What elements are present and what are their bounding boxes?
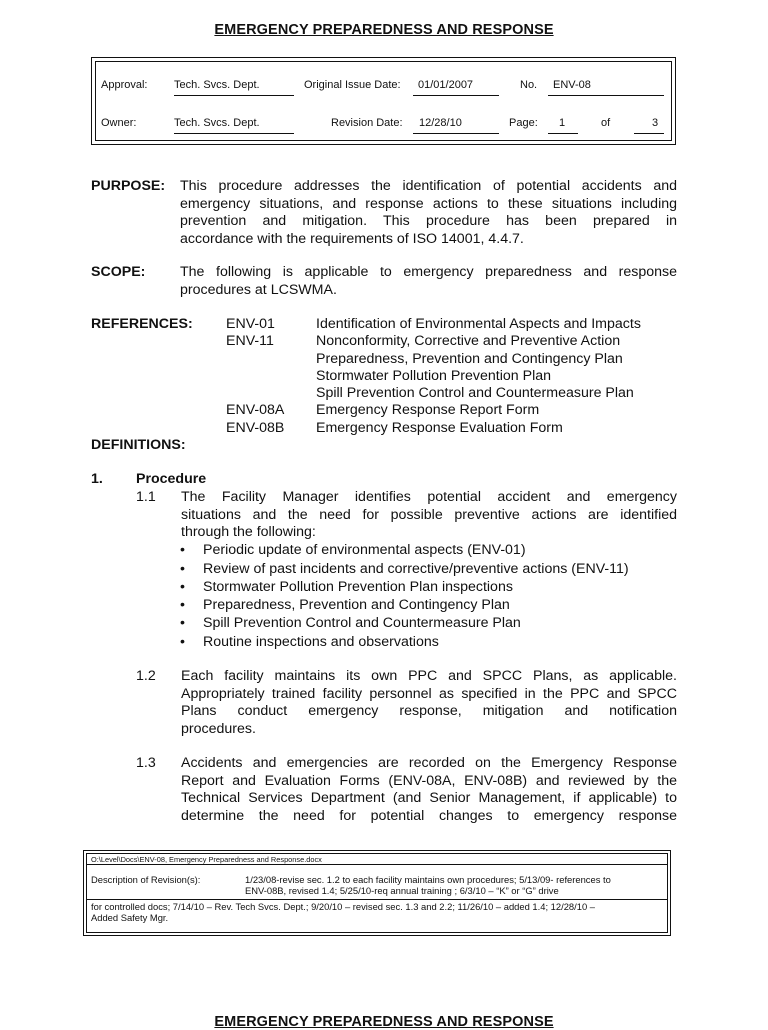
subsection-paragraph — [181, 489, 677, 542]
subsection-number: 1.3 — [136, 755, 156, 771]
revision-description-text: for controlled docs; 7/14/10 – Rev. Tech Svcs. Dept.; 9/20/10 – revised sec. 1.3 and 2.2; 11/26/10 – added 1.4; 12/28/10 – — [91, 901, 595, 912]
subsection-paragraph — [181, 755, 677, 825]
list-item — [180, 561, 629, 577]
bullet-icon: • — [180, 542, 185, 558]
revision-divider — [87, 899, 667, 900]
revision-description-text: Added Safety Mgr. — [91, 912, 169, 923]
paragraph-line: Appropriately trained facility personnel as specified in the PPC and SPCC — [181, 685, 677, 702]
doc-number-value: ENV-08 — [548, 79, 664, 96]
paragraph-line: Plans conduct emergency response, mitigation and notification — [181, 703, 677, 719]
next-page-title: EMERGENCY PREPAREDNESS AND RESPONSE — [214, 1014, 554, 1030]
issue-date-label: Original Issue Date: — [304, 79, 401, 91]
paragraph-line: The Facility Manager identifies potential accident and emergency — [181, 489, 677, 505]
reference-title: Nonconformity, Corrective and Preventive Action — [316, 333, 621, 349]
reference-title: Spill Prevention Control and Countermeasure Plan — [316, 385, 634, 401]
revision-inner-frame — [86, 853, 668, 933]
list-item — [180, 542, 526, 558]
revision-description-text: ENV-08B, revised 1.4; 5/25/10-req annual training ; 6/3/10 – “K” or “G” drive — [245, 885, 559, 896]
reference-title: Identification of Environmental Aspects and Impacts — [316, 316, 641, 332]
paragraph-line: Technical Services Department (and Senior Management, if applicable) to — [181, 790, 677, 806]
paragraph-line: procedures. — [181, 720, 256, 737]
purpose-label: PURPOSE: — [91, 178, 166, 194]
paragraph-line: Each facility maintains its own PPC and SPCC Plans, as applicable. — [181, 668, 677, 684]
purpose-paragraph — [180, 178, 677, 248]
subsection-paragraph — [181, 668, 677, 738]
reference-title: Emergency Response Evaluation Form — [316, 420, 563, 436]
list-item — [180, 634, 439, 650]
reference-code: ENV-08B — [226, 420, 285, 436]
reference-title: Emergency Response Report Form — [316, 402, 540, 418]
bullet-icon: • — [180, 561, 185, 577]
purpose-line: prevention and mitigation. This procedure has been prepared in — [180, 213, 677, 229]
purpose-line: emergency situations, and response actions to these situations including — [180, 195, 677, 212]
doc-number-label: No. — [520, 79, 538, 91]
scope-label: SCOPE: — [91, 264, 146, 280]
page-of-label: of — [601, 117, 611, 129]
revision-divider — [87, 864, 667, 865]
scope-line: The following is applicable to emergency preparedness and response — [180, 264, 677, 280]
bullet-icon: • — [180, 615, 185, 631]
approval-label: Approval: — [101, 79, 148, 91]
section-number: 1. — [91, 471, 103, 487]
revision-date-value: 12/28/10 — [413, 117, 499, 134]
list-item — [180, 597, 510, 613]
list-item-text: Periodic update of environmental aspects (ENV-01) — [203, 542, 526, 558]
reference-title: Stormwater Pollution Prevention Plan — [316, 368, 552, 384]
file-path: O:\Level\Docs\ENV-08, Emergency Preparedness and Response.docx — [91, 855, 322, 864]
reference-code: ENV-08A — [226, 402, 285, 418]
reference-title: Preparedness, Prevention and Contingency Plan — [316, 351, 623, 367]
list-item — [180, 615, 521, 631]
list-item — [180, 579, 513, 595]
page-total-value: 3 — [634, 117, 664, 134]
paragraph-line: Report and Evaluation Forms (ENV-08A, ENV-08B) and reviewed by the — [181, 772, 677, 789]
scope-line: procedures at LCSWMA. — [180, 281, 337, 298]
purpose-line: accordance with the requirements of ISO 14001, 4.4.7. — [180, 230, 524, 247]
paragraph-line: through the following: — [181, 524, 316, 540]
bullet-icon: • — [180, 634, 185, 650]
subsection-number: 1.2 — [136, 668, 156, 684]
paragraph-line: situations and the need for possible preventive actions are identified — [181, 506, 677, 523]
reference-code: ENV-01 — [226, 316, 275, 332]
revision-description-label: Description of Revision(s): — [91, 874, 201, 885]
bullet-icon: • — [180, 597, 185, 613]
section-title: Procedure — [136, 471, 207, 487]
purpose-line: This procedure addresses the identification of potential accidents and — [180, 178, 677, 194]
list-item-text: Preparedness, Prevention and Contingency Plan — [203, 597, 510, 613]
scope-paragraph — [180, 264, 677, 299]
page-label: Page: — [509, 117, 538, 129]
issue-date-value: 01/01/2007 — [413, 79, 499, 96]
revision-history-box — [83, 850, 671, 936]
list-item-text: Stormwater Pollution Prevention Plan inspections — [203, 579, 513, 595]
definitions-label: DEFINITIONS: — [91, 437, 186, 453]
document-title: EMERGENCY PREPAREDNESS AND RESPONSE — [214, 22, 554, 38]
list-item-text: Review of past incidents and corrective/preventive actions (ENV-11) — [203, 561, 629, 577]
owner-value: Tech. Svcs. Dept. — [174, 117, 294, 134]
list-item-text: Spill Prevention Control and Countermeasure Plan — [203, 615, 521, 631]
owner-label: Owner: — [101, 117, 137, 129]
references-label: REFERENCES: — [91, 316, 193, 332]
revision-description-text: 1/23/08-revise sec. 1.2 to each facility maintains own procedures; 5/13/09- references to — [245, 874, 611, 885]
paragraph-line: determine the need for potential changes to emergency response — [181, 807, 677, 824]
bullet-icon: • — [180, 579, 185, 595]
subsection-number: 1.1 — [136, 489, 156, 505]
approval-value: Tech. Svcs. Dept. — [174, 79, 294, 96]
revision-date-label: Revision Date: — [331, 117, 403, 129]
page-value: 1 — [548, 117, 578, 134]
paragraph-line: Accidents and emergencies are recorded on the Emergency Response — [181, 755, 677, 771]
list-item-text: Routine inspections and observations — [203, 634, 439, 650]
reference-code: ENV-11 — [226, 333, 274, 349]
